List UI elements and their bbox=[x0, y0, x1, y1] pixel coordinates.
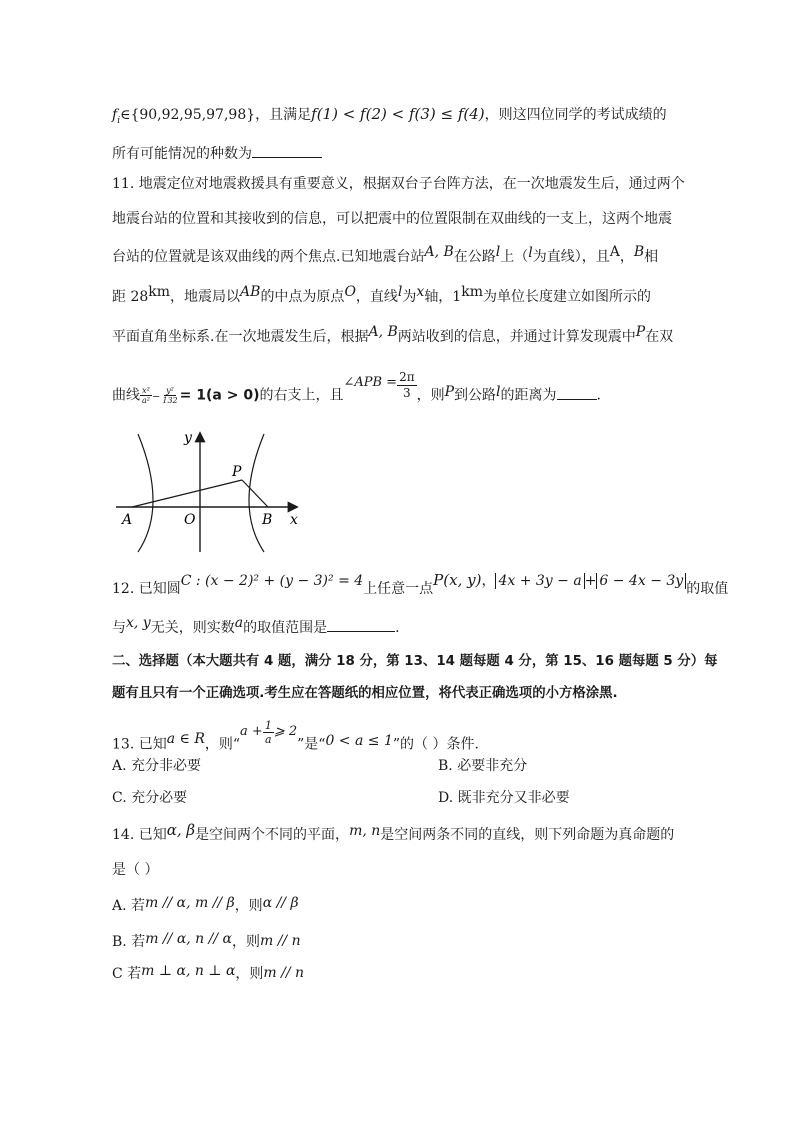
section-2-line-1 bbox=[112, 652, 718, 672]
q11-l3f: l bbox=[528, 245, 533, 261]
q14-C-mid: ，则 bbox=[235, 966, 264, 982]
q11-l4g: ，直线 bbox=[355, 289, 398, 305]
q13-d-den: a bbox=[265, 733, 272, 746]
q10-tail-mid-text: ，且满足 bbox=[255, 107, 312, 123]
segment-PB bbox=[242, 480, 268, 507]
q14-A-pre: A. 若 bbox=[112, 898, 146, 914]
q13-d-pre: a + bbox=[240, 723, 263, 739]
q13-opt-a: A. 充分非必要 bbox=[112, 758, 202, 774]
q14-B-pre: B. 若 bbox=[112, 934, 146, 950]
q14-A-res: α // β bbox=[262, 895, 299, 911]
q11-l4j: x bbox=[416, 284, 425, 300]
q13-option-d[interactable] bbox=[438, 788, 570, 808]
q12-l1c: 上任意一点 bbox=[363, 581, 434, 597]
q14-A-m: m // α, m // β bbox=[145, 895, 235, 911]
q11-l6-num1: x² bbox=[142, 386, 150, 395]
answer-blank[interactable] bbox=[327, 619, 395, 632]
q14-option-c[interactable] bbox=[112, 964, 304, 984]
q11-l4f: O bbox=[344, 284, 356, 300]
q12-line-1 bbox=[112, 571, 729, 599]
q14-A-mid: ，则 bbox=[234, 898, 263, 914]
q11-l3a: 台站的位置就是该双曲线的两个焦点.已知地震台站 bbox=[112, 249, 425, 265]
q11-l6a: 曲线 bbox=[112, 387, 140, 404]
q12-l1a: 12. 已知圆 bbox=[112, 581, 181, 597]
q11-l6-minus: − bbox=[151, 391, 161, 403]
hyperbola-right-branch bbox=[249, 434, 264, 552]
q11-l4m: 为单位长度建立如图所示的 bbox=[483, 289, 651, 305]
q11-l3e: 上（ bbox=[500, 249, 529, 265]
segment-AP bbox=[132, 480, 242, 507]
q11-l6-den1: a² bbox=[142, 396, 150, 405]
q13-option-a[interactable] bbox=[112, 756, 201, 776]
q11-l5b: A, B bbox=[368, 324, 398, 340]
q12-l2d: a bbox=[234, 615, 244, 631]
q12-l2a: 与 bbox=[112, 620, 126, 636]
label-B: B bbox=[262, 512, 273, 528]
q11-l6c: ，则 bbox=[416, 387, 445, 404]
q11-l3k: 相 bbox=[644, 249, 659, 265]
q11-line-3 bbox=[112, 244, 659, 267]
q13-d-num: 1 bbox=[264, 719, 272, 732]
q13-d-post: ⩾ 2 bbox=[273, 723, 298, 739]
q10-line-2 bbox=[112, 144, 322, 164]
q10-line-1 bbox=[112, 104, 667, 131]
q11-l6-num2: y² bbox=[166, 386, 174, 395]
q13-opt-c: C. 充分必要 bbox=[112, 790, 188, 806]
q11-l5e: 在双 bbox=[645, 329, 674, 345]
q11-line-2 bbox=[112, 209, 672, 229]
q11-l3d: l bbox=[495, 244, 501, 260]
q14-b: α, β bbox=[166, 821, 196, 839]
q11-l4b: km bbox=[148, 284, 171, 300]
label-y: y bbox=[184, 430, 192, 446]
q11-l4d: AB bbox=[240, 284, 261, 300]
q10-tail-end-text: ，则这四位同学的考试成绩的 bbox=[484, 107, 667, 123]
q11-l3h: A bbox=[609, 244, 620, 260]
section2-l1: 二、选择题（本大题共有 4 题，满分 18 分，第 13、14 题每题 4 分，第 15、16 题每题 5 分）每 bbox=[112, 654, 718, 669]
q14-c: 是空间两个不同的平面， bbox=[195, 827, 350, 843]
q12-l1d: P(x, y) bbox=[433, 571, 482, 589]
q13-stem bbox=[112, 719, 479, 758]
q11-l6f: l bbox=[496, 383, 501, 400]
q11-l5c: 两站收到的信息，并通过计算发现震中 bbox=[397, 329, 636, 345]
q12-l2c: 无关，则实数 bbox=[150, 620, 235, 636]
q13-e: ”是“ bbox=[297, 736, 326, 753]
label-A: A bbox=[122, 512, 133, 528]
q11-l4i: 为 bbox=[402, 289, 417, 305]
q11-l5d: P bbox=[635, 324, 646, 340]
q12-l2f: . bbox=[395, 620, 400, 636]
q13-g: ”的（ ）条件. bbox=[392, 736, 479, 753]
q11-l6-eq: = 1(a > 0) bbox=[179, 387, 260, 404]
q11-line-5 bbox=[112, 324, 674, 347]
q11-l3i: ， bbox=[619, 249, 634, 265]
q10-tail-set-in: ∈{90,92,95,97,98} bbox=[120, 107, 256, 123]
q14-C-pre: C 若 bbox=[112, 966, 142, 982]
q11-l3b: A, B bbox=[424, 244, 454, 260]
q12-l1h: 6 − 4x − 3y bbox=[596, 573, 686, 589]
q13-opt-d: D. 既非充分又非必要 bbox=[438, 790, 570, 806]
label-O: O bbox=[184, 512, 196, 528]
q14-C-res: m // n bbox=[263, 965, 305, 981]
q11-l4h: l bbox=[397, 284, 403, 300]
q13-f: 0 < a ≤ 1 bbox=[325, 732, 393, 749]
q12-l1i: 的取值 bbox=[686, 581, 729, 597]
q10-tail-cond: f(1) < f(2) < f(3) ≤ f(4) bbox=[311, 105, 485, 123]
q12-l1e: ， bbox=[481, 573, 496, 589]
q13-option-b[interactable] bbox=[438, 756, 527, 776]
q11-l6h: . bbox=[596, 387, 601, 404]
q14-B-mid: ，则 bbox=[231, 934, 260, 950]
section-2-line-2 bbox=[112, 684, 618, 704]
q14-d: m, n bbox=[349, 823, 381, 839]
q11-l3j: B bbox=[633, 244, 645, 260]
q14-e: 是空间两条不同的直线，则下列命题为真命题的 bbox=[380, 827, 675, 843]
q11-l6e: 到公路 bbox=[454, 387, 497, 404]
q13-a: 13. 已知 bbox=[112, 736, 167, 753]
q13-c: ，则“ bbox=[204, 736, 241, 753]
q11-l6g: 的距离为 bbox=[500, 387, 557, 404]
q11-l6b: 的右支上，且 bbox=[259, 387, 344, 404]
hyperbola-figure bbox=[108, 424, 308, 556]
q14-B-m: m // α, n // α bbox=[145, 931, 232, 947]
q12-l2b: x, y bbox=[126, 615, 151, 631]
q10-tail-set-sub: i bbox=[117, 115, 121, 126]
q11-l4e: 的中点为原点 bbox=[260, 289, 345, 305]
q11-l4c: ，地震局以 bbox=[170, 289, 241, 305]
q11-l3c: 在公路 bbox=[453, 249, 496, 265]
q11-l4l: km bbox=[461, 284, 483, 300]
q11-l6-den2: 132 bbox=[162, 396, 178, 405]
q10-tail-line2: 所有可能情况的种数为 bbox=[112, 146, 252, 162]
q12-l1f: 4x + 3y − a bbox=[495, 573, 584, 589]
q11-line-1 bbox=[112, 174, 685, 194]
q11-l1: 11. 地震定位对地震救援具有重要意义，根据双台子台阵方法，在一次地震发生后，通过两个 bbox=[112, 176, 685, 192]
q14-option-a[interactable] bbox=[112, 896, 299, 916]
q11-l6-num3: 2π bbox=[399, 370, 415, 384]
q14-C-m: m ⊥ α, n ⊥ α bbox=[141, 963, 236, 979]
q11-l4k: 轴，1 bbox=[424, 289, 462, 305]
q13-opt-b: B. 必要非充分 bbox=[438, 758, 528, 774]
q11-l6-angle: ∠APB = bbox=[343, 374, 398, 390]
q11-l4a: 距 28 bbox=[112, 289, 149, 305]
hyperbola-left-branch bbox=[138, 434, 153, 552]
q14-option-b[interactable] bbox=[112, 932, 301, 952]
q12-l1g: + bbox=[584, 573, 597, 589]
q13-option-c[interactable] bbox=[112, 788, 187, 808]
section2-l2: 题有且只有一个正确选项.考生应在答题纸的相应位置，将代表正确选项的小方格涂黑. bbox=[112, 686, 618, 701]
q14-B-res: m // n bbox=[259, 933, 301, 949]
q11-l6-den3: 3 bbox=[403, 386, 411, 400]
q12-line-2 bbox=[112, 615, 400, 638]
q11-line-4 bbox=[112, 284, 651, 307]
q14-stem-1 bbox=[112, 821, 675, 845]
q13-b: a ∈ R bbox=[166, 730, 205, 747]
q11-l3g: 为直线），且 bbox=[532, 249, 610, 265]
label-x: x bbox=[290, 512, 298, 528]
q11-l2: 地震台站的位置和其接收到的信息，可以把震中的位置限制在双曲线的一支上，这两个地震 bbox=[112, 211, 672, 227]
q14-l2: 是（ ） bbox=[112, 862, 159, 878]
q14-stem-2 bbox=[112, 860, 158, 880]
q12-l1b: C : (x − 2)² + (y − 3)² = 4 bbox=[180, 573, 364, 589]
answer-blank[interactable] bbox=[252, 145, 322, 158]
q11-l5a: 平面直角坐标系.在一次地震发生后，根据 bbox=[112, 329, 369, 345]
q14-a: 14. 已知 bbox=[112, 827, 167, 843]
answer-blank[interactable] bbox=[557, 387, 597, 400]
q11-l6d: P bbox=[444, 383, 455, 400]
q10-tail-set-expr: f bbox=[112, 107, 118, 123]
q12-l2e: 的取值范围是 bbox=[243, 620, 328, 636]
label-P: P bbox=[232, 464, 242, 480]
